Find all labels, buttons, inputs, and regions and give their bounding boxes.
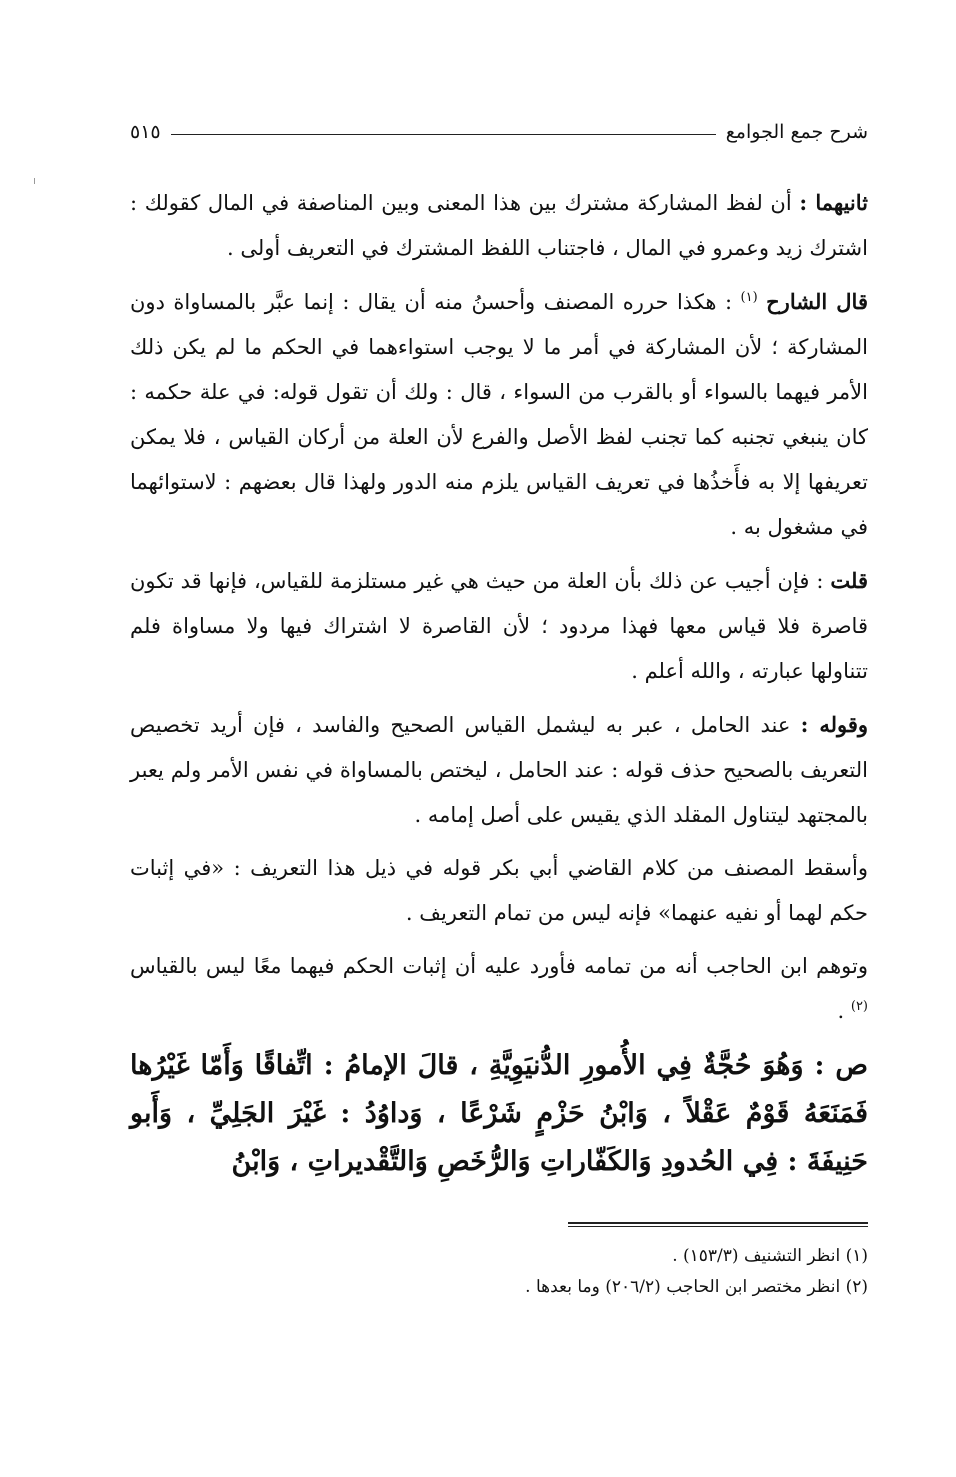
commentary-body <box>130 180 868 1034</box>
paragraph-text: وأسقط المصنف من كلام القاضي أبي بكر قوله في ذيل هذا التعريف : «في إثبات حكم لهما أو نفيه عنهما» فإنه ليس من تمام التعريف . <box>130 856 868 925</box>
footnote-ref: (٢) <box>850 999 868 1014</box>
paragraph <box>130 180 868 271</box>
footnote: (٢) انظر مختصر ابن الحاجب (٢٠٦/٢) وما بعدها . <box>525 1277 868 1297</box>
paragraph-lead: قلت <box>830 568 868 593</box>
page-number: ٥١٥ <box>130 121 161 143</box>
paragraph-text: وتوهم ابن الحاجب أنه من تمامه فأورد عليه أن إثبات الحكم فيهما معًا ليس بالقياس <box>130 954 868 978</box>
paragraph-text: : فإن أجيب عن ذلك بأن العلة من حيث هي غير مستلزمة للقياس، فإنها قد تكون قاصرة فلا قياس معها فهذا مردود ؛ لأن القاصرة لا اشتراك فيها ولا مساواة فلم تتناولها عبارته ، والله أعلم . <box>130 569 868 683</box>
footnote-separator <box>568 1222 868 1227</box>
paragraph-tail: . <box>837 999 851 1023</box>
margin-mark <box>34 178 35 184</box>
matn-text: ص : وَهُوَ حُجَّةٌ فِي الأُمورِ الدُّنيَوِيَّةِ ، قالَ الإمامُ : اتِّفاقًا وَأَمّا غَيْرُها فَمَنَعَهُ قَوْمٌ عَقْلاً ، وَابْنُ حَزْمٍ شَرْعًا ، وَداوُدُ : غَيْرَ الجَلِيِّ ، وَأَبو حَنِيفَةَ : فِي الحُدودِ وَالكَفّاراتِ وَالرُّخَصِ وَالتَّقْديراتِ ، وَابْنُ <box>130 1050 868 1177</box>
footnote: (١) انظر التشنيف (١٥٣/٣) . <box>672 1246 868 1266</box>
paragraph-lead: ثانيهما : <box>799 190 868 215</box>
page <box>130 112 868 1362</box>
book-title: شرح جمع الجوامع <box>725 121 868 143</box>
paragraph-lead: قال الشارح <box>766 289 868 314</box>
paragraph-lead: وقوله : <box>800 712 868 737</box>
footnote-ref: (١) <box>740 290 758 305</box>
paragraph <box>130 846 868 936</box>
header-rule <box>171 134 716 135</box>
paragraph <box>130 702 868 838</box>
paragraph <box>130 558 868 694</box>
paragraph-text: : هكذا حرره المصنف وأحسنُ منه أن يقال : إنما عبَّر بالمساواة دون المشاركة ؛ لأن المشاركة في أمر ما لا يوجب استواءهما في الحكم ما لم يكن ذلك الأمر فيهما بالسواء أو بالقرب من السواء ، قال : ولك أن تقول قوله: في علة حكمه : كان ينبغي تجنبه كما تجنب لفظ الأصل والفرع لأن العلة من أركان القياس ، فلا يمكن تعريفها إلا به فأَخذُها في تعريف القياس يلزم منه الدور ولهذا قال بعضهم : لاستوائهما في مشغول به . <box>130 290 868 539</box>
paragraph-text: عند الحامل ، عبر به ليشمل القياس الصحيح والفاسد ، فإن أريد تخصيص التعريف بالصحيح حذف قوله : عند الحامل ، ليختص بالمساواة في نفس الأمر ولم يعبر بالمجتهد ليتناول المقلد الذي يقيس على أصل إمامه . <box>130 713 868 827</box>
running-header <box>130 112 868 152</box>
paragraph-text: أن لفظ المشاركة مشترك بين هذا المعنى وبين المناصفة في المال كقولك : اشترك زيد وعمرو في المال ، فاجتناب اللفظ المشترك في التعريف أولى . <box>130 191 868 260</box>
paragraph <box>130 944 868 1034</box>
paragraph <box>130 279 868 550</box>
footnotes <box>130 1241 868 1303</box>
